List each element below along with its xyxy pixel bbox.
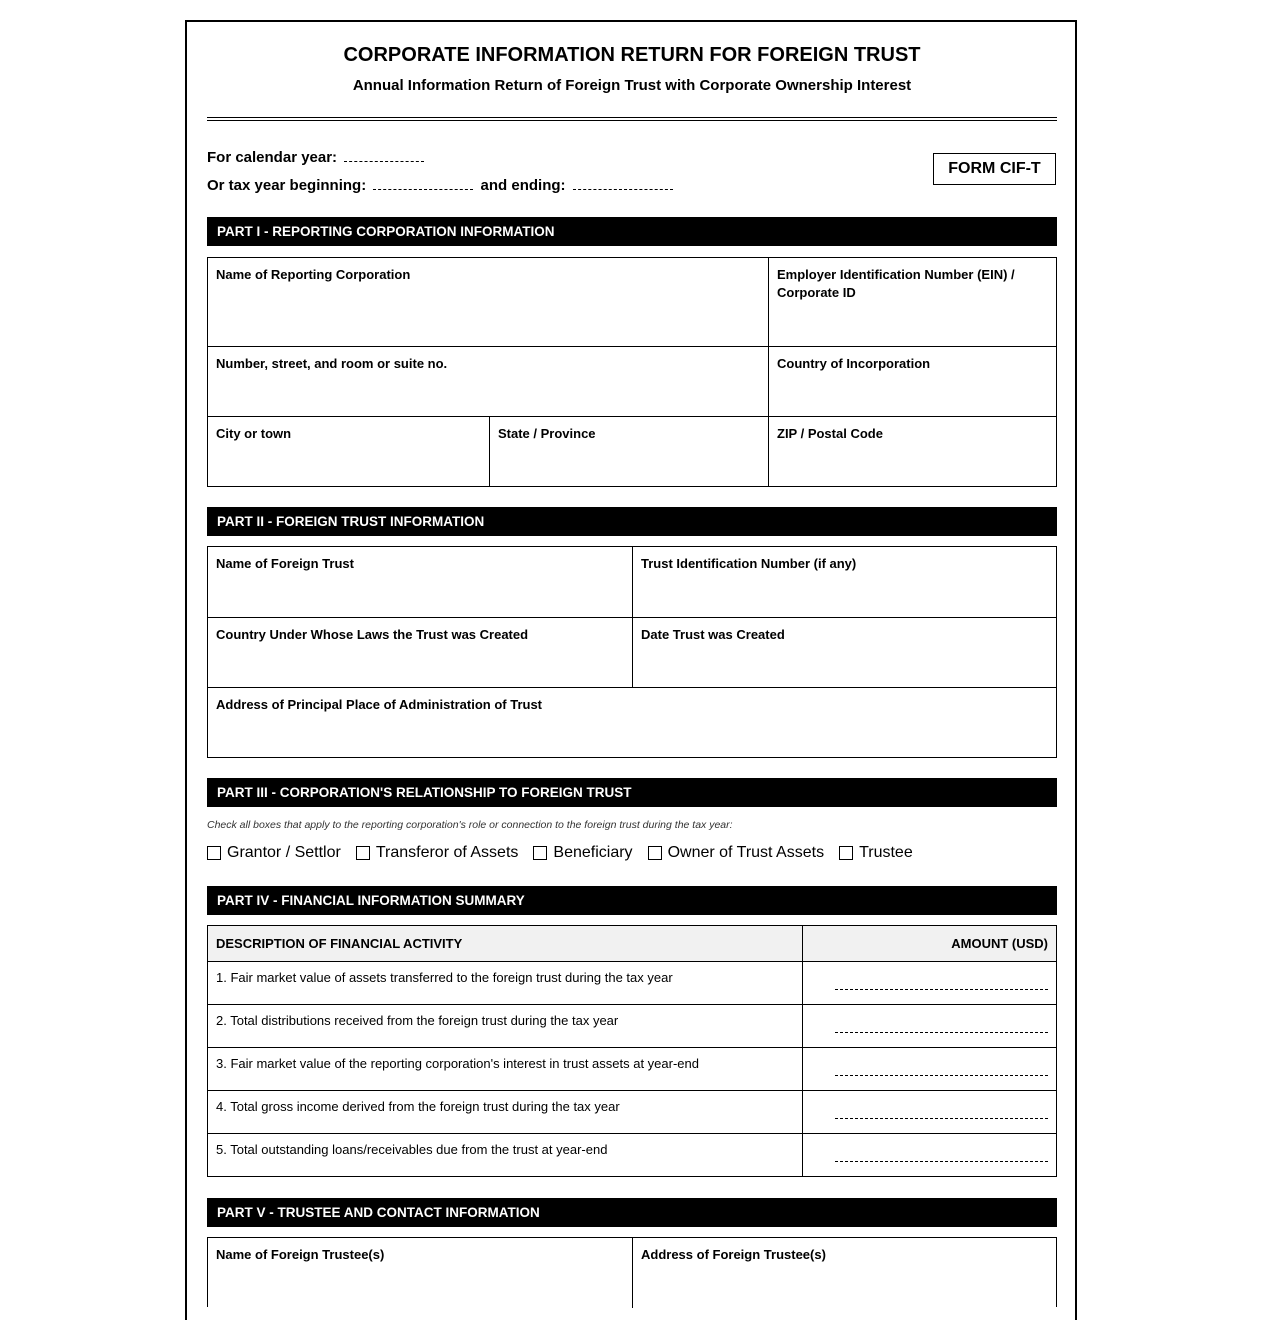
part2-grid — [207, 546, 1057, 758]
amount-line — [835, 1161, 1048, 1162]
amount-field[interactable] — [802, 1005, 1056, 1047]
amount-field[interactable] — [802, 962, 1056, 1004]
financial-table — [207, 925, 1057, 1177]
col-header-description: DESCRIPTION OF FINANCIAL ACTIVITY — [216, 936, 463, 951]
amount-line — [835, 1118, 1048, 1119]
checkbox-box[interactable] — [533, 846, 547, 860]
part4-header: PART IV - FINANCIAL INFORMATION SUMMARY — [207, 886, 1057, 915]
form-subtitle: Annual Information Return of Foreign Trust with Corporate Ownership Interest — [352, 77, 912, 94]
tax-year-line — [207, 175, 676, 194]
tax-year-beginning-field[interactable] — [373, 175, 473, 190]
amount-line — [835, 989, 1048, 990]
table-row — [208, 1090, 1056, 1133]
table-row — [208, 1047, 1056, 1090]
trust-name-field[interactable]: Name of Foreign Trust — [216, 556, 354, 571]
tax-year-ending-label: and ending: — [480, 177, 566, 194]
amount-field[interactable] — [802, 1091, 1056, 1133]
checkbox-trustee[interactable] — [839, 844, 913, 862]
corp-name-field[interactable]: Name of Reporting Corporation — [216, 267, 411, 282]
tax-year-ending-field[interactable] — [573, 175, 673, 190]
row-description: 3. Fair market value of the reporting corporation's interest in trust assets at year-end — [216, 1056, 699, 1071]
street-field[interactable]: Number, street, and room or suite no. — [208, 346, 768, 416]
form-id-box: FORM CIF-T — [933, 153, 1056, 185]
part5-grid — [207, 1237, 1057, 1307]
calendar-year-field[interactable] — [344, 147, 424, 162]
table-row — [208, 961, 1056, 1004]
relationship-checkboxes — [207, 844, 928, 862]
city-field[interactable]: City or town — [208, 416, 489, 486]
trust-country-field[interactable]: Country Under Whose Laws the Trust was Created — [208, 617, 632, 687]
part3-instruction: Check all boxes that apply to the reporting corporation's role or connection to the foreign trust during the tax year: — [207, 819, 733, 831]
trustee-address-field[interactable]: Address of Foreign Trustee(s) — [632, 1238, 1056, 1308]
row-description: 5. Total outstanding loans/receivables due from the trust at year-end — [216, 1142, 608, 1157]
trust-id-field[interactable]: Trust Identification Number (if any) — [632, 547, 1056, 617]
ein-field[interactable]: Employer Identification Number (EIN) / Corporate ID — [768, 258, 1056, 346]
checkbox-box[interactable] — [356, 846, 370, 860]
table-row — [208, 1004, 1056, 1047]
amount-line — [835, 1075, 1048, 1076]
amount-field[interactable] — [802, 1134, 1056, 1176]
trustee-name-field[interactable]: Name of Foreign Trustee(s) — [216, 1247, 385, 1262]
checkbox-grantor[interactable] — [207, 844, 341, 862]
form-title: CORPORATE INFORMATION RETURN FOR FOREIGN TRUST — [343, 44, 921, 66]
tax-year-beginning-label: Or tax year beginning: — [207, 177, 367, 194]
checkbox-label: Grantor / Settlor — [227, 844, 341, 861]
checkbox-label: Trustee — [859, 844, 913, 861]
checkbox-box[interactable] — [839, 846, 853, 860]
row-description: 1. Fair market value of assets transferred to the foreign trust during the tax year — [216, 970, 673, 985]
part3-header: PART III - CORPORATION'S RELATIONSHIP TO FOREIGN TRUST — [207, 778, 1057, 807]
state-field[interactable]: State / Province — [489, 416, 768, 486]
checkbox-beneficiary[interactable] — [533, 844, 632, 862]
checkbox-transferor[interactable] — [356, 844, 519, 862]
checkbox-label: Beneficiary — [553, 844, 633, 861]
trust-address-field[interactable]: Address of Principal Place of Administration of Trust — [208, 687, 1056, 757]
form-page — [185, 20, 1077, 1320]
row-description: 4. Total gross income derived from the foreign trust during the tax year — [216, 1099, 620, 1114]
part1-header: PART I - REPORTING CORPORATION INFORMATION — [207, 217, 1057, 246]
header-divider — [207, 117, 1057, 121]
checkbox-label: Transferor of Assets — [375, 844, 519, 861]
checkbox-owner[interactable] — [648, 844, 825, 862]
checkbox-box[interactable] — [648, 846, 662, 860]
row-description: 2. Total distributions received from the foreign trust during the tax year — [216, 1013, 619, 1028]
part5-header: PART V - TRUSTEE AND CONTACT INFORMATION — [207, 1198, 1057, 1227]
amount-field[interactable] — [802, 1048, 1056, 1090]
calendar-year-line — [207, 147, 427, 166]
country-incorporation-field[interactable]: Country of Incorporation — [768, 346, 1056, 416]
zip-field[interactable]: ZIP / Postal Code — [768, 416, 1056, 486]
checkbox-box[interactable] — [207, 846, 221, 860]
amount-line — [835, 1032, 1048, 1033]
col-header-amount: AMOUNT (USD) — [802, 926, 1056, 961]
table-row — [208, 1133, 1056, 1176]
checkbox-label: Owner of Trust Assets — [667, 844, 825, 861]
part2-header: PART II - FOREIGN TRUST INFORMATION — [207, 507, 1057, 536]
part1-grid — [207, 257, 1057, 487]
table-header-row — [208, 926, 1056, 961]
trust-date-field[interactable]: Date Trust was Created — [632, 617, 1056, 687]
calendar-year-label: For calendar year: — [207, 149, 338, 166]
